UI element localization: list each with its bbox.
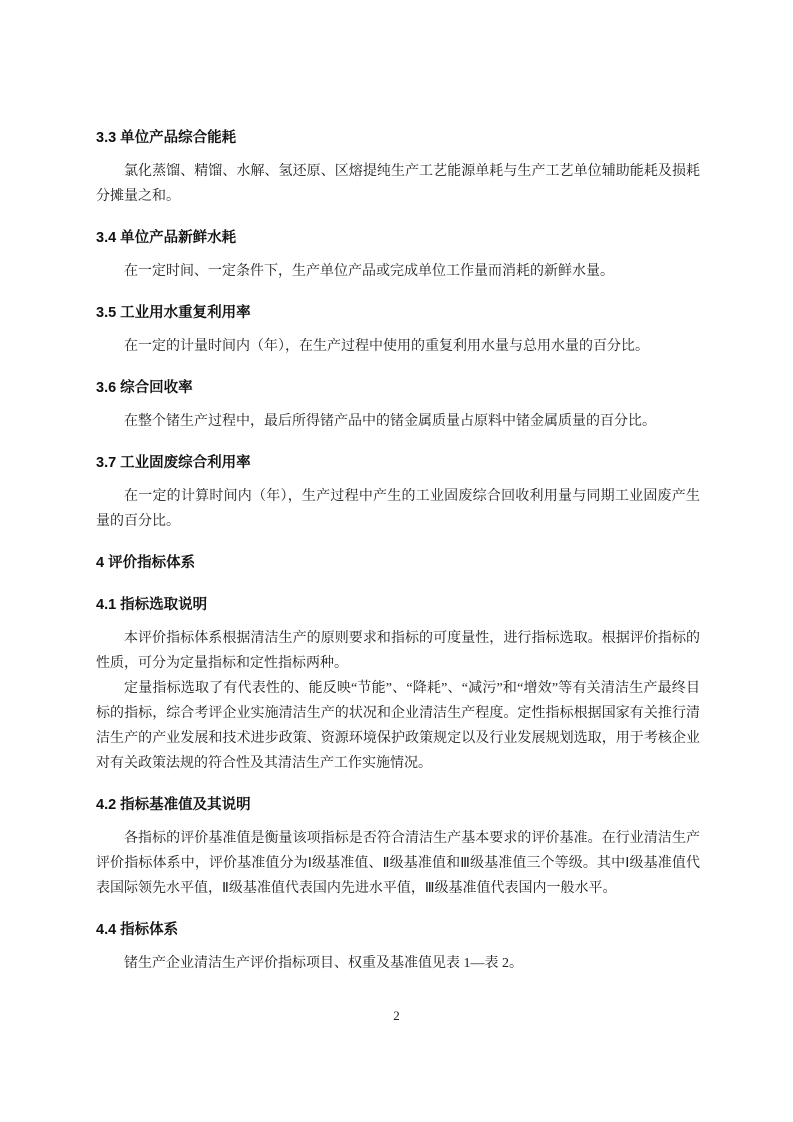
- document-content: [96, 126, 700, 993]
- section-heading: 3.5 工业用水重复利用率: [96, 305, 251, 321]
- section-heading: 3.7 工业固废综合利用率: [96, 455, 251, 471]
- paragraph: 各指标的评价基准值是衡量该项指标是否符合清洁生产基本要求的评价基准。在行业清洁生产评价指标体系中，评价基准值分为Ⅰ级基准值、Ⅱ级基准值和Ⅲ级基准值三个等级。其中Ⅰ级基准值代表国际领先水平值，Ⅱ级基准值代表国内先进水平值，Ⅲ级基准值代表国内一般水平。: [96, 831, 700, 896]
- section-4-2: [96, 793, 700, 901]
- chapter-heading: 4 评价指标体系: [96, 555, 196, 571]
- section-heading: 3.6 综合回收率: [96, 380, 193, 396]
- section-heading: 3.4 单位产品新鲜水耗: [96, 230, 237, 246]
- page-number: 2: [393, 1008, 400, 1023]
- paragraph: 在一定时间、一定条件下，生产单位产品或完成单位工作量而消耗的新鲜水量。: [124, 264, 614, 279]
- section-3-5: [96, 301, 700, 359]
- paragraph: 本评价指标体系根据清洁生产的原则要求和指标的可度量性，进行指标选取。根据评价指标的性质，可分为定量指标和定性指标两种。: [96, 631, 700, 671]
- section-3-3: [96, 126, 700, 209]
- section-heading: 4.2 指标基准值及其说明: [96, 797, 251, 813]
- section-heading: 3.3 单位产品综合能耗: [96, 130, 237, 146]
- paragraph: 在一定的计量时间内（年），在生产过程中使用的重复利用水量与总用水量的百分比。: [124, 339, 649, 354]
- section-3-6: [96, 376, 700, 434]
- paragraph: 氯化蒸馏、精馏、水解、氢还原、区熔提纯生产工艺能源单耗与生产工艺单位辅助能耗及损耗分摊量之和。: [96, 164, 700, 204]
- section-4: [96, 551, 700, 576]
- section-3-4: [96, 226, 700, 284]
- section-4-4: [96, 918, 700, 976]
- section-heading: 4.4 指标体系: [96, 922, 179, 938]
- section-heading: 4.1 指标选取说明: [96, 597, 208, 613]
- paragraph: 在一定的计算时间内（年），生产过程中产生的工业固废综合回收利用量与同期工业固废产生量的百分比。: [96, 489, 700, 529]
- paragraph: 定量指标选取了有代表性的、能反映“节能”、“降耗”、“减污”和“增效”等有关清洁生产最终目标的指标，综合考评企业实施清洁生产的状况和企业清洁生产程度。定性指标根据国家有关推行清洁生产的产业发展和技术进步政策、资源环境保护政策规定以及行业发展规划选取，用于考核企业对有关政策法规的符合性及其清洁生产工作实施情况。: [96, 681, 700, 771]
- paragraph: 在整个锗生产过程中，最后所得锗产品中的锗金属质量占原料中锗金属质量的百分比。: [124, 414, 656, 429]
- section-3-7: [96, 451, 700, 534]
- paragraph: 锗生产企业清洁生产评价指标项目、权重及基准值见表 1—表 2。: [124, 956, 523, 971]
- section-4-1: [96, 593, 700, 776]
